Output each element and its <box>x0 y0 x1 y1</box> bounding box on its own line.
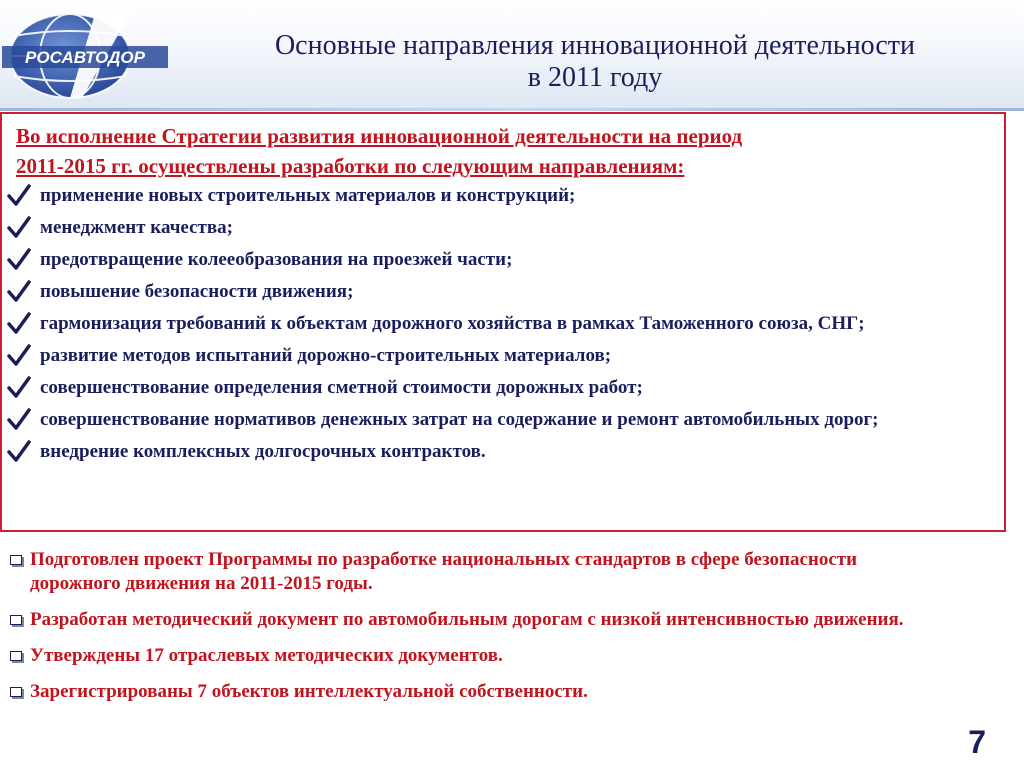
checklist-item-text: предотвращение колееобразования на проезжей части; <box>40 249 513 270</box>
intro-line-1: Во исполнение Стратегии развития инновационной деятельности на период <box>16 124 743 148</box>
square-bullet-icon <box>10 651 22 661</box>
checklist-item <box>6 344 1006 368</box>
checkmark-icon <box>6 376 32 400</box>
checkmark-icon <box>6 216 32 240</box>
result-item <box>10 608 970 632</box>
result-item-text: Зарегистрированы 7 объектов интеллектуальной собственности. <box>30 681 588 702</box>
result-item <box>10 680 970 704</box>
checkmark-icon <box>6 280 32 304</box>
result-item-text: Разработан методический документ по автомобильным дорогам с низкой интенсивностью движения. <box>30 609 904 630</box>
checklist-item <box>6 440 1006 464</box>
result-item-text: Утверждены 17 отраслевых методических документов. <box>30 645 503 666</box>
checklist-item <box>6 248 1006 272</box>
checklist-item-text: совершенствование определения сметной стоимости дорожных работ; <box>40 377 643 398</box>
checklist-item-text: гармонизация требований к объектам дорожного хозяйства в рамках Таможенного союза, СНГ; <box>40 313 865 334</box>
title-line-2: в 2011 году <box>527 62 663 93</box>
checklist-item <box>6 376 1006 400</box>
rosavtodor-logo <box>0 6 170 102</box>
square-bullet-icon <box>10 555 22 565</box>
logo-text: РОСАВТОДОР <box>25 48 145 67</box>
square-bullet-icon <box>10 687 22 697</box>
checklist-item-text: совершенствование нормативов денежных затрат на содержание и ремонт автомобильных дорог; <box>40 409 879 430</box>
checkmark-icon <box>6 440 32 464</box>
slide-title <box>170 30 1020 94</box>
directions-checklist <box>6 184 1006 472</box>
checklist-item <box>6 408 1006 432</box>
checklist-item-text: развитие методов испытаний дорожно-строительных материалов; <box>40 345 612 366</box>
header-divider <box>0 108 1024 111</box>
checklist-item <box>6 280 1006 304</box>
checklist-item-text: внедрение комплексных долгосрочных контрактов. <box>40 441 486 462</box>
checklist-item <box>6 216 1006 240</box>
result-item-text: Подготовлен проект Программы по разработке национальных стандартов в сфере безопасности дорожного движения на 2011-2015 годы. <box>30 549 858 594</box>
results-list <box>10 548 970 716</box>
checklist-item <box>6 312 1006 336</box>
checkmark-icon <box>6 248 32 272</box>
checkmark-icon <box>6 184 32 208</box>
title-line-1: Основные направления инновационной деятельности <box>274 30 916 61</box>
page-number: 7 <box>968 724 986 760</box>
checklist-item-text: менеджмент качества; <box>40 217 233 238</box>
checklist-item-text: повышение безопасности движения; <box>40 281 354 302</box>
square-bullet-icon <box>10 615 22 625</box>
result-item <box>10 644 970 668</box>
checklist-item-text: применение новых строительных материалов и конструкций; <box>40 185 576 206</box>
intro-text <box>16 121 1006 181</box>
checklist-item <box>6 184 1006 208</box>
result-item <box>10 548 970 596</box>
intro-line-2: 2011-2015 гг. осуществлены разработки по следующим направлениям: <box>16 154 685 178</box>
checkmark-icon <box>6 312 32 336</box>
checkmark-icon <box>6 408 32 432</box>
checkmark-icon <box>6 344 32 368</box>
